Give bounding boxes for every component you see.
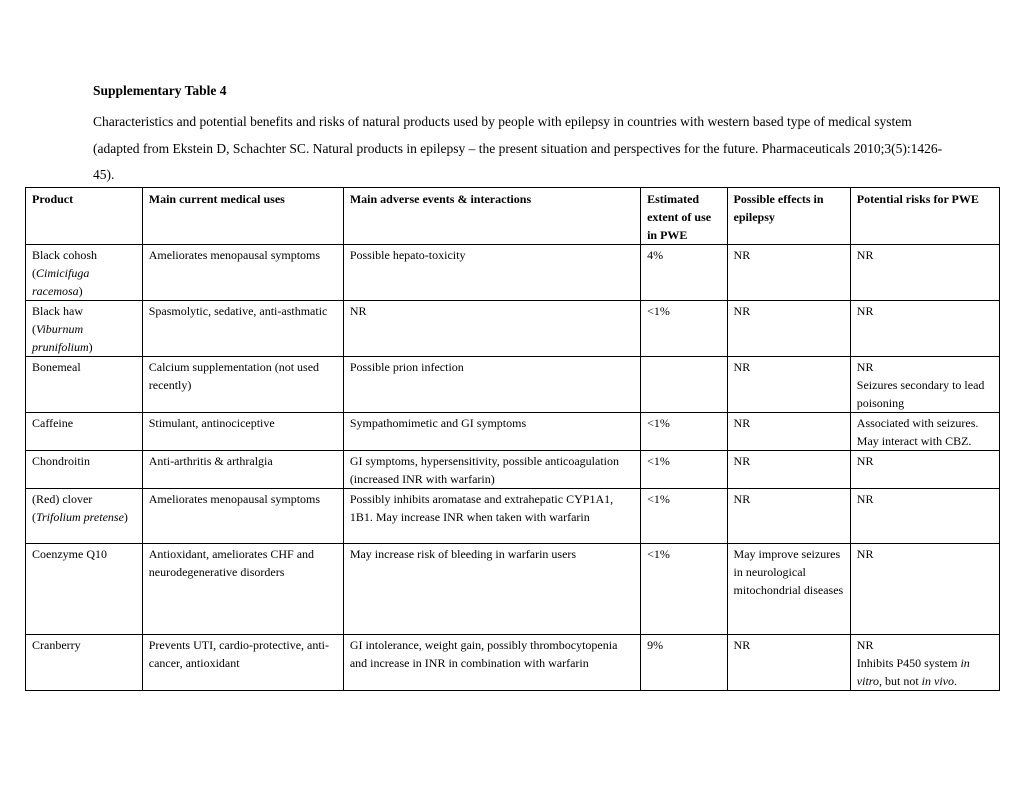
cell-uses: Calcium supplementation (not used recently): [142, 357, 343, 413]
cell-adverse: Possible prion infection: [343, 357, 640, 413]
cell-risks: NR: [850, 245, 999, 301]
table-row: [26, 357, 1000, 413]
cell-risks: [850, 357, 999, 413]
risk-text: NR: [856, 638, 874, 652]
table-header-row: [26, 188, 1000, 245]
cell-adverse: May increase risk of bleeding in warfarin users: [343, 544, 640, 635]
risk-text-italic: in vitro: [856, 656, 970, 688]
risk-text-part: Inhibits P450 system: [856, 656, 961, 670]
table-caption: Characteristics and potential benefits and risks of natural products used by people with epilepsy in countries with western based type of medical system (adapted from Ekstein D, Schachter SC. Natural products in epilepsy – the present situation and perspectives for the future. Pharmaceuticals 2010;3(5):1426-45).: [93, 114, 943, 182]
risk-text: NR: [856, 360, 874, 374]
cell-effects: NR: [727, 357, 850, 413]
table-title: Supplementary Table 4: [93, 83, 227, 98]
cell-effects: May improve seizures in neurological mitochondrial diseases: [727, 544, 850, 635]
cell-product: Chondroitin: [26, 451, 143, 489]
risk-text-part: .: [954, 674, 957, 688]
cell-extent: <1%: [641, 413, 727, 451]
header-extent-of-use: Estimated extent of use in PWE: [641, 188, 727, 245]
cell-extent: <1%: [641, 301, 727, 357]
header-main-uses: Main current medical uses: [142, 188, 343, 245]
cell-adverse: GI symptoms, hypersensitivity, possible anticoagulation (increased INR with warfarin): [343, 451, 640, 489]
table-row: [26, 413, 1000, 451]
cell-adverse: GI intolerance, weight gain, possibly thrombocytopenia and increase in INR in combination with warfarin: [343, 635, 640, 691]
cell-extent: <1%: [641, 489, 727, 544]
cell-effects: NR: [727, 413, 850, 451]
risk-text-part: , but not: [879, 674, 922, 688]
header-product: Product: [26, 188, 143, 245]
cell-extent: <1%: [641, 451, 727, 489]
cell-risks: NR: [850, 489, 999, 544]
header-risks-for-pwe: Potential risks for PWE: [850, 188, 999, 245]
cell-effects: NR: [727, 245, 850, 301]
cell-effects: NR: [727, 635, 850, 691]
cell-risks: Associated with seizures. May interact with CBZ.: [850, 413, 999, 451]
cell-adverse: Possible hepato-toxicity: [343, 245, 640, 301]
cell-uses: Stimulant, antinociceptive: [142, 413, 343, 451]
product-name: Black haw: [32, 304, 83, 318]
cell-risks: NR: [850, 451, 999, 489]
table-row: [26, 451, 1000, 489]
natural-products-table: [25, 187, 1000, 691]
cell-risks: NR: [850, 544, 999, 635]
table-row: [26, 489, 1000, 544]
product-latin-name: Cimicifuga racemosa: [32, 266, 90, 298]
cell-product: Bonemeal: [26, 357, 143, 413]
risk-text-italic: in vivo: [921, 674, 954, 688]
risk-text-extra: Seizures secondary to lead poisoning: [856, 378, 985, 410]
header-effects-in-epilepsy: Possible effects in epilepsy: [727, 188, 850, 245]
cell-uses: Anti-arthritis & arthralgia: [142, 451, 343, 489]
cell-product: Black cohosh (Cimicifuga racemosa): [26, 245, 143, 301]
table-heading: [93, 82, 953, 189]
cell-product: Cranberry: [26, 635, 143, 691]
risk-text-extra: [857, 654, 993, 690]
cell-adverse: Possibly inhibits aromatase and extrahepatic CYP1A1, 1B1. May increase INR when taken with warfarin: [343, 489, 640, 544]
cell-effects: NR: [727, 489, 850, 544]
cell-extent: [641, 357, 727, 413]
cell-product: Black haw (Viburnum prunifolium): [26, 301, 143, 357]
cell-effects: NR: [727, 451, 850, 489]
cell-extent: <1%: [641, 544, 727, 635]
cell-uses: Ameliorates menopausal symptoms: [142, 489, 343, 544]
product-latin-name: Trifolium pretense: [36, 510, 124, 524]
cell-risks: [850, 635, 999, 691]
cell-uses: Spasmolytic, sedative, anti-asthmatic: [142, 301, 343, 357]
product-latin-name: Viburnum prunifolium: [32, 322, 89, 354]
cell-product: Caffeine: [26, 413, 143, 451]
header-adverse-events: Main adverse events & interactions: [343, 188, 640, 245]
cell-product: Coenzyme Q10: [26, 544, 143, 635]
table-row: [26, 301, 1000, 357]
product-name: (Red) clover: [32, 492, 93, 506]
cell-uses: Prevents UTI, cardio-protective, anti-cancer, antioxidant: [142, 635, 343, 691]
cell-uses: Ameliorates menopausal symptoms: [142, 245, 343, 301]
table-row: [26, 245, 1000, 301]
cell-adverse: Sympathomimetic and GI symptoms: [343, 413, 640, 451]
cell-adverse: NR: [343, 301, 640, 357]
cell-product: (Red) clover (Trifolium pretense): [26, 489, 143, 544]
table-row: [26, 544, 1000, 635]
cell-extent: 9%: [641, 635, 727, 691]
table-row: [26, 635, 1000, 691]
cell-effects: NR: [727, 301, 850, 357]
cell-risks: NR: [850, 301, 999, 357]
cell-extent: 4%: [641, 245, 727, 301]
product-name: Black cohosh: [32, 248, 97, 262]
cell-uses: Antioxidant, ameliorates CHF and neurodegenerative disorders: [142, 544, 343, 635]
